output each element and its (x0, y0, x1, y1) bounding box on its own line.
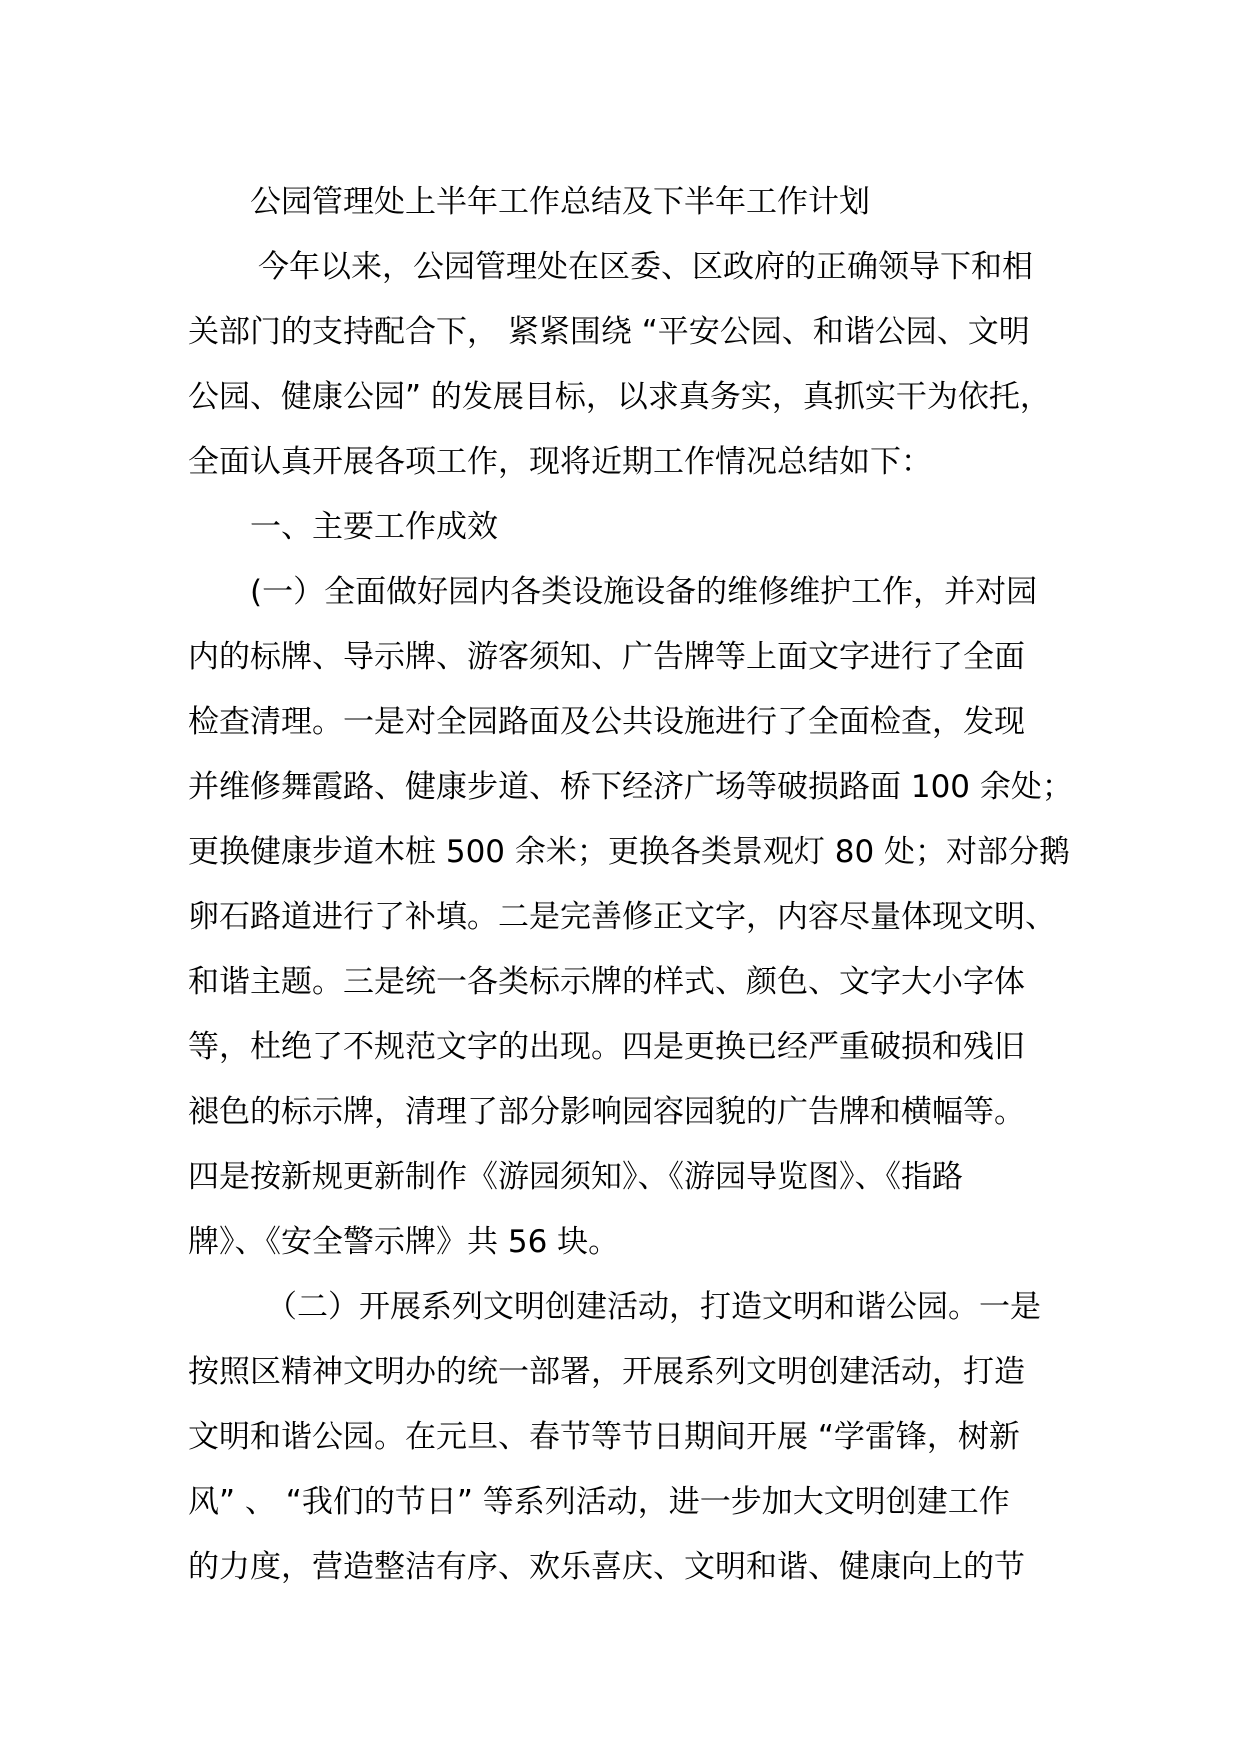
paragraph-line: 公园、健康公园” 的发展目标，以求真务实，真抓实干为依托， (188, 379, 1051, 415)
paragraph-line: 文明和谐公园。在元旦、春节等节日期间开展 “学雷锋，树新 (188, 1419, 1020, 1455)
paragraph-line: 按照区精神文明办的统一部署，开展系列文明创建活动，打造 (188, 1354, 1025, 1390)
paragraph-line: 检查清理。一是对全园路面及公共设施进行了全面检查，发现 (188, 704, 1025, 740)
paragraph-line: 更换健康步道木桩 500 余米；更换各类景观灯 80 处；对部分鹅 (188, 834, 1071, 870)
paragraph-line: （二）开展系列文明创建活动，打造文明和谐公园。一是 (266, 1289, 1041, 1325)
section-heading: 一、主要工作成效 (250, 509, 498, 545)
paragraph-line: (一）全面做好园内各类设施设备的维修维护工作，并对园 (250, 574, 1038, 610)
paragraph-line: 和谐主题。三是统一各类标示牌的样式、颜色、文字大小字体 (188, 964, 1025, 1000)
paragraph-line: 关部门的支持配合下， 紧紧围绕 “平安公园、和谐公园、文明 (188, 314, 1030, 350)
paragraph-line: 今年以来，公园管理处在区委、区政府的正确领导下和相 (258, 249, 1033, 285)
paragraph-line: 风” 、 “我们的节日” 等系列活动，进一步加大文明创建工作 (188, 1484, 1010, 1520)
document-title: 公园管理处上半年工作总结及下半年工作计划 (250, 184, 870, 220)
paragraph-line: 全面认真开展各项工作，现将近期工作情况总结如下： (188, 444, 932, 480)
paragraph-line: 的力度，营造整洁有序、欢乐喜庆、文明和谐、健康向上的节 (188, 1549, 1025, 1585)
paragraph-line: 卵石路道进行了补填。二是完善修正文字，内容尽量体现文明、 (188, 899, 1056, 935)
paragraph-line: 等，杜绝了不规范文字的出现。四是更换已经严重破损和残旧 (188, 1029, 1025, 1065)
paragraph-line: 内的标牌、导示牌、游客须知、广告牌等上面文字进行了全面 (188, 639, 1025, 675)
paragraph-line: 牌》、《安全警示牌》共 56 块。 (188, 1224, 620, 1260)
document-body (188, 170, 1088, 1600)
paragraph-line: 褪色的标示牌，清理了部分影响园容园貌的广告牌和横幅等。 (188, 1094, 1025, 1130)
paragraph-line: 并维修舞霞路、健康步道、桥下经济广场等破损路面 100 余处； (188, 769, 1073, 805)
paragraph-line: 四是按新规更新制作《游园须知》、《游园导览图》、《指路 (188, 1159, 963, 1195)
